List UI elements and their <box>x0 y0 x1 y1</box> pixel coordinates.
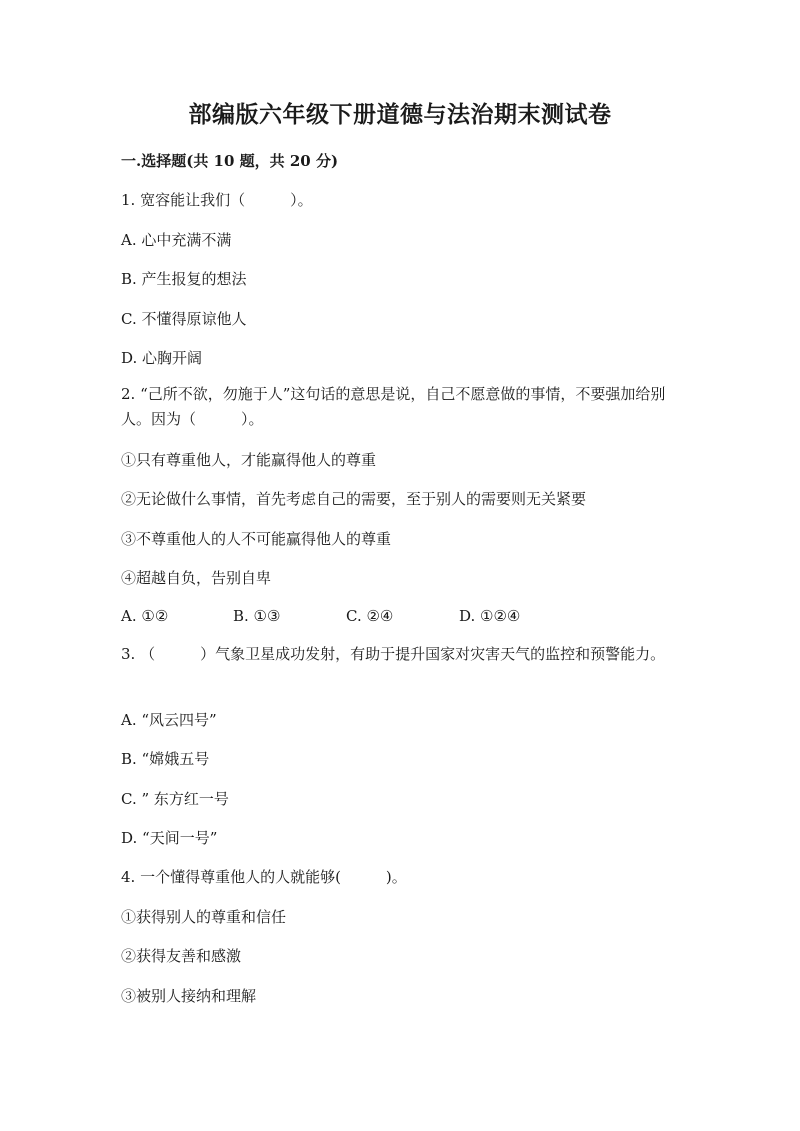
question-1-option-a: A. 心中充满不满 <box>121 231 232 249</box>
question-2-item-3: ③不尊重他人的人不可能赢得他人的尊重 <box>121 530 392 548</box>
question-2-item-1: ①只有尊重他人，才能赢得他人的尊重 <box>121 451 377 469</box>
question-1-option-c: C. 不懂得原谅他人 <box>121 310 247 328</box>
question-4-stem: 4. 一个懂得尊重他人的人就能够( )。 <box>121 868 407 886</box>
question-4-item-2: ②获得友善和感激 <box>121 947 242 965</box>
question-3-stem: 3. （ ）气象卫星成功发射，有助于提升国家对灾害天气的监控和预警能力。 <box>121 645 666 663</box>
question-4-item-1: ①获得别人的尊重和信任 <box>121 908 287 926</box>
question-2-item-2: ②无论做什么事情，首先考虑自己的需要，至于别人的需要则无关紧要 <box>121 490 587 508</box>
question-4-item-3: ③被别人接纳和理解 <box>121 987 257 1005</box>
section-heading: 一.选择题(共 10 题，共 20 分) <box>121 152 339 170</box>
question-2-option-b: B. ①③ <box>233 607 281 625</box>
question-3-option-a: A. “风云四号” <box>121 711 217 729</box>
question-1-option-d: D. 心胸开阔 <box>121 349 203 367</box>
question-2-item-4: ④超越自负，告别自卑 <box>121 569 272 587</box>
question-3-option-d: D. “天间一号” <box>121 829 218 847</box>
question-3-option-b: B. “嫦娥五号 <box>121 750 210 768</box>
question-1-option-b: B. 产生报复的想法 <box>121 270 247 288</box>
question-3-option-c: C. ” 东方红一号 <box>121 790 229 808</box>
question-2-stem: 2. “己所不欲，勿施于人”这句话的意思是说，自己不愿意做的事情，不要强加给别人。因为（ ）。 <box>121 385 666 428</box>
question-2-option-c: C. ②④ <box>346 607 394 625</box>
page-title: 部编版六年级下册道德与法治期末测试卷 <box>188 101 612 128</box>
question-2-option-a: A. ①② <box>121 607 169 625</box>
question-1-stem: 1. 宽容能让我们（ ）。 <box>121 191 313 209</box>
question-2-option-d: D. ①②④ <box>459 607 521 625</box>
